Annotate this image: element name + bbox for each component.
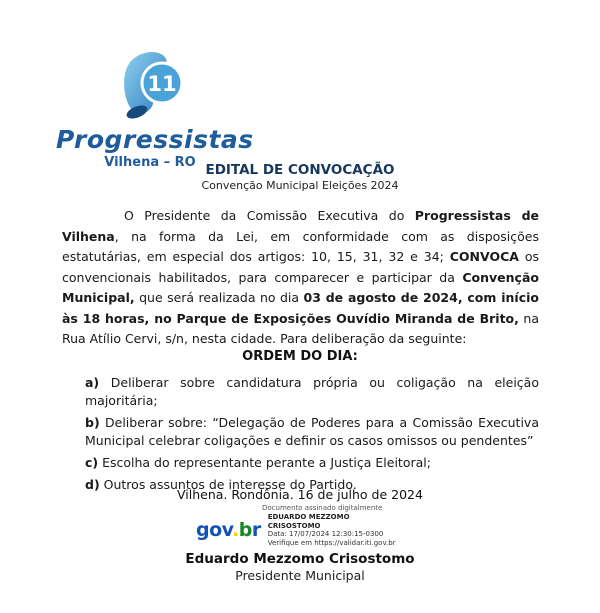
stamp-details xyxy=(268,513,396,547)
party-number: 11 xyxy=(147,72,177,96)
body-segment: na Rua Atílio Cervi, s/n, nesta cidade. Para deliberação da seguinte: xyxy=(62,310,539,346)
document-title: EDITAL DE CONVOCAÇÃO xyxy=(205,162,395,178)
signature-role: Presidente Municipal xyxy=(235,568,365,583)
agenda-heading: ORDEM DO DIA: xyxy=(242,349,358,364)
body-segment: O Presidente da Comissão Executiva do xyxy=(124,208,415,223)
body-segment: que será realizada no dia xyxy=(134,290,304,305)
govbr-logo-gov: gov xyxy=(196,519,232,541)
stamp-verify-url: Verifique em https://validar.iti.gov.br xyxy=(267,538,396,547)
party-name: Progressistas xyxy=(56,125,254,154)
stamp-row xyxy=(196,513,396,547)
signature-name: Eduardo Mezzomo Crisostomo xyxy=(185,551,415,567)
stamp-signer-name: EDUARDO MEZZOMO CRISOSTOMO xyxy=(267,513,350,530)
party-location: Vilhena – RO xyxy=(104,155,196,170)
body-segment-bold: CONVOCA xyxy=(449,249,519,264)
agenda-list xyxy=(85,374,539,498)
agenda-item-b xyxy=(85,414,539,450)
dateline: Vilhena. Rondônia. 16 de julho de 2024 xyxy=(177,487,423,502)
body-segment: os convencionais habilitados, para comparecer e participar da xyxy=(62,249,539,285)
govbr-logo-dot: . xyxy=(232,519,239,541)
govbr-logo xyxy=(196,519,261,541)
agenda-item-text: Escolha do representante perante a Justiça Eleitoral; xyxy=(98,455,431,470)
stamp-date: Data: 17/07/2024 12:30:15-0300 xyxy=(267,530,384,538)
govbr-logo-r: r xyxy=(251,519,261,541)
agenda-item-a xyxy=(85,374,539,410)
agenda-item-label: d) xyxy=(85,477,100,492)
agenda-item-text: Deliberar sobre: “Delegação de Poderes para a Comissão Executiva Municipal celebrar coligações e definir os casos omissos ou pendentes” xyxy=(85,415,539,448)
govbr-logo-b: b xyxy=(238,519,252,541)
agenda-item-label: b) xyxy=(85,415,100,430)
progressistas-flag-icon xyxy=(104,52,196,126)
body-segment-bold: 03 de agosto de 2024, com início às 18 horas, no Parque de Exposições Ouvídio Miranda de Brito, xyxy=(62,290,539,326)
body-segment: , na forma da Lei, em conformidade com as disposições estatutárias, em especial dos artigos: 10, 15, 31, 32 e 34; xyxy=(62,228,539,264)
body-paragraph xyxy=(62,206,539,350)
agenda-item-label: a) xyxy=(85,375,100,390)
body-segment-bold: Progressistas de Vilhena xyxy=(62,208,539,244)
document-subtitle: Convenção Municipal Eleições 2024 xyxy=(201,179,399,192)
agenda-item-label: c) xyxy=(85,455,99,470)
body-segment-bold: Convenção Municipal, xyxy=(62,269,539,305)
agenda-item-c xyxy=(85,454,539,472)
party-logo xyxy=(56,52,254,170)
digital-signature-stamp xyxy=(196,504,396,547)
title-block xyxy=(0,162,600,192)
agenda-item-text: Outros assuntos de interesse do Partido. xyxy=(99,477,357,492)
agenda-item-text: Deliberar sobre candidatura própria ou coligação na eleição majoritária; xyxy=(85,375,539,408)
stamp-caption: Documento assinado digitalmente xyxy=(262,504,383,512)
